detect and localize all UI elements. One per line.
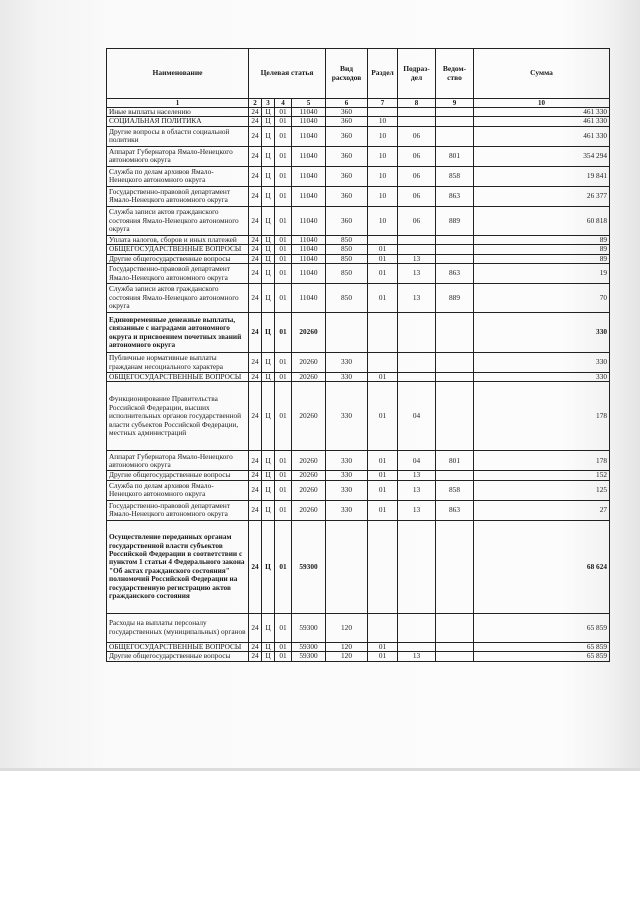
target-code-part-3: 01: [275, 353, 292, 373]
row-name: Публичные нормативные выплаты гражданам несоциального характера: [107, 353, 249, 373]
table-row: [107, 146, 610, 166]
department-code: [436, 642, 474, 651]
table-row: [107, 284, 610, 313]
amount-value: 65 859: [474, 652, 610, 661]
row-name: Другие общегосударственные вопросы: [107, 471, 249, 480]
expense-type-code: 330: [326, 382, 368, 451]
table-row: [107, 108, 610, 117]
target-code-part-4: 11040: [292, 126, 326, 146]
subsection-code: 13: [398, 264, 436, 284]
row-name: Иные выплаты населению: [107, 108, 249, 117]
target-code-part-2: Ц: [262, 254, 275, 263]
table-row: [107, 471, 610, 480]
department-code: 863: [436, 264, 474, 284]
target-code-part-3: 01: [275, 186, 292, 206]
expense-type-code: [326, 520, 368, 613]
target-code-part-3: 01: [275, 373, 292, 382]
section-code: [368, 235, 398, 244]
expense-type-code: 850: [326, 264, 368, 284]
table-row: [107, 245, 610, 254]
row-name: Единовременные денежные выплаты, связанные с наградами автономного округа и присвоением почетных званий автономного округа: [107, 313, 249, 353]
expense-type-code: 330: [326, 500, 368, 520]
table-row: [107, 126, 610, 146]
table-row: [107, 313, 610, 353]
header-target-article: Целевая статья: [249, 49, 326, 99]
subsection-code: 06: [398, 126, 436, 146]
table-row: [107, 373, 610, 382]
target-code-part-2: Ц: [262, 642, 275, 651]
target-code-part-1: 24: [249, 500, 262, 520]
department-code: [436, 471, 474, 480]
amount-value: 461 330: [474, 117, 610, 126]
target-code-part-4: 11040: [292, 264, 326, 284]
section-code: [368, 520, 398, 613]
target-code-part-3: 01: [275, 471, 292, 480]
amount-value: 65 859: [474, 613, 610, 642]
amount-value: 70: [474, 284, 610, 313]
row-name: Другие вопросы в области социальной политики: [107, 126, 249, 146]
table-row: [107, 186, 610, 206]
subsection-code: 13: [398, 471, 436, 480]
department-code: 801: [436, 451, 474, 471]
section-code: 01: [368, 264, 398, 284]
column-number: 7: [368, 99, 398, 108]
department-code: [436, 117, 474, 126]
row-name: Другие общегосударственные вопросы: [107, 254, 249, 263]
expense-type-code: 330: [326, 353, 368, 373]
target-code-part-4: 20260: [292, 373, 326, 382]
target-code-part-1: 24: [249, 264, 262, 284]
target-code-part-3: 01: [275, 613, 292, 642]
section-code: 10: [368, 206, 398, 235]
target-code-part-2: Ц: [262, 613, 275, 642]
target-code-part-4: 20260: [292, 500, 326, 520]
target-code-part-4: 11040: [292, 108, 326, 117]
target-code-part-4: 59300: [292, 652, 326, 661]
expense-type-code: 850: [326, 235, 368, 244]
header-amount: Сумма: [474, 49, 610, 99]
amount-value: 19 841: [474, 166, 610, 186]
target-code-part-2: Ц: [262, 451, 275, 471]
target-code-part-1: 24: [249, 613, 262, 642]
table-row: [107, 500, 610, 520]
row-name: ОБЩЕГОСУДАРСТВЕННЫЕ ВОПРОСЫ: [107, 373, 249, 382]
section-code: 10: [368, 186, 398, 206]
target-code-part-1: 24: [249, 117, 262, 126]
subsection-code: [398, 235, 436, 244]
target-code-part-3: 01: [275, 245, 292, 254]
amount-value: 152: [474, 471, 610, 480]
table-row: [107, 480, 610, 500]
department-code: 863: [436, 500, 474, 520]
target-code-part-1: 24: [249, 166, 262, 186]
target-code-part-2: Ц: [262, 186, 275, 206]
row-name: ОБЩЕГОСУДАРСТВЕННЫЕ ВОПРОСЫ: [107, 245, 249, 254]
target-code-part-1: 24: [249, 126, 262, 146]
target-code-part-4: 11040: [292, 254, 326, 263]
row-name: Служба записи актов гражданского состояния Ямало-Ненецкого автономного округа: [107, 284, 249, 313]
expense-type-code: 360: [326, 166, 368, 186]
target-code-part-2: Ц: [262, 353, 275, 373]
target-code-part-1: 24: [249, 642, 262, 651]
amount-value: 89: [474, 235, 610, 244]
subsection-code: [398, 353, 436, 373]
target-code-part-2: Ц: [262, 313, 275, 353]
row-name: Аппарат Губернатора Ямало-Ненецкого автономного округа: [107, 146, 249, 166]
section-code: 01: [368, 471, 398, 480]
row-name: Осуществление переданных органам государственной власти субъектов Российской Федерации в соответствии с пунктом 1 статьи 4 Федерального закона "Об актах гражданского состояния" полномочий Российской Федерации на государственную регистрацию актов гражданского состояния: [107, 520, 249, 613]
section-code: 01: [368, 254, 398, 263]
row-name: Уплата налогов, сборов и иных платежей: [107, 235, 249, 244]
table-row: [107, 117, 610, 126]
target-code-part-2: Ц: [262, 245, 275, 254]
amount-value: 60 818: [474, 206, 610, 235]
target-code-part-3: 01: [275, 126, 292, 146]
target-code-part-3: 01: [275, 520, 292, 613]
row-name: Расходы на выплаты персоналу государственных (муниципальных) органов: [107, 613, 249, 642]
subsection-code: [398, 520, 436, 613]
subsection-code: 04: [398, 382, 436, 451]
target-code-part-4: 20260: [292, 353, 326, 373]
target-code-part-3: 01: [275, 652, 292, 661]
department-code: [436, 353, 474, 373]
amount-value: 27: [474, 500, 610, 520]
target-code-part-1: 24: [249, 353, 262, 373]
header-subsection: Подраз-дел: [398, 49, 436, 99]
expense-type-code: 850: [326, 245, 368, 254]
amount-value: 19: [474, 264, 610, 284]
subsection-code: 06: [398, 146, 436, 166]
expense-type-code: 360: [326, 146, 368, 166]
target-code-part-3: 01: [275, 108, 292, 117]
subsection-code: 13: [398, 652, 436, 661]
row-name: Другие общегосударственные вопросы: [107, 652, 249, 661]
target-code-part-1: 24: [249, 254, 262, 263]
target-code-part-1: 24: [249, 108, 262, 117]
target-code-part-1: 24: [249, 186, 262, 206]
amount-value: 89: [474, 245, 610, 254]
target-code-part-1: 24: [249, 451, 262, 471]
expense-type-code: 360: [326, 206, 368, 235]
table-row: [107, 451, 610, 471]
amount-value: 330: [474, 373, 610, 382]
expense-type-code: 330: [326, 480, 368, 500]
section-code: 01: [368, 382, 398, 451]
section-code: [368, 313, 398, 353]
target-code-part-2: Ц: [262, 373, 275, 382]
subsection-code: 13: [398, 480, 436, 500]
column-number: 5: [292, 99, 326, 108]
department-code: [436, 313, 474, 353]
target-code-part-3: 01: [275, 313, 292, 353]
target-code-part-1: 24: [249, 206, 262, 235]
subsection-code: [398, 117, 436, 126]
table-row: [107, 166, 610, 186]
section-code: 01: [368, 652, 398, 661]
target-code-part-2: Ц: [262, 480, 275, 500]
target-code-part-3: 01: [275, 480, 292, 500]
department-code: 889: [436, 206, 474, 235]
target-code-part-2: Ц: [262, 146, 275, 166]
department-code: 801: [436, 146, 474, 166]
department-code: [436, 652, 474, 661]
target-code-part-1: 24: [249, 146, 262, 166]
column-number: 9: [436, 99, 474, 108]
target-code-part-3: 01: [275, 451, 292, 471]
target-code-part-1: 24: [249, 471, 262, 480]
subsection-code: 13: [398, 254, 436, 263]
target-code-part-2: Ц: [262, 206, 275, 235]
row-name: Служба по делам архивов Ямало-Ненецкого автономного округа: [107, 166, 249, 186]
table-row: [107, 264, 610, 284]
target-code-part-4: 11040: [292, 117, 326, 126]
row-name: ОБЩЕГОСУДАРСТВЕННЫЕ ВОПРОСЫ: [107, 642, 249, 651]
department-code: [436, 245, 474, 254]
subsection-code: [398, 245, 436, 254]
target-code-part-4: 11040: [292, 235, 326, 244]
subsection-code: 06: [398, 206, 436, 235]
target-code-part-1: 24: [249, 480, 262, 500]
department-code: [436, 108, 474, 117]
expense-type-code: 330: [326, 451, 368, 471]
target-code-part-4: 59300: [292, 520, 326, 613]
target-code-part-3: 01: [275, 382, 292, 451]
section-code: 01: [368, 480, 398, 500]
section-code: 01: [368, 500, 398, 520]
subsection-code: 13: [398, 284, 436, 313]
expense-type-code: 850: [326, 284, 368, 313]
row-name: Государственно-правовой департамент Ямало-Ненецкого автономного округа: [107, 500, 249, 520]
section-code: 10: [368, 166, 398, 186]
department-code: 863: [436, 186, 474, 206]
row-name: Аппарат Губернатора Ямало-Ненецкого автономного округа: [107, 451, 249, 471]
department-code: [436, 373, 474, 382]
section-code: 01: [368, 284, 398, 313]
expense-type-code: 120: [326, 642, 368, 651]
section-code: 10: [368, 126, 398, 146]
row-name: Государственно-правовой департамент Ямало-Ненецкого автономного округа: [107, 264, 249, 284]
target-code-part-2: Ц: [262, 500, 275, 520]
department-code: 858: [436, 480, 474, 500]
row-name: Служба по делам архивов Ямало-Ненецкого автономного округа: [107, 480, 249, 500]
target-code-part-4: 59300: [292, 642, 326, 651]
expense-type-code: 360: [326, 117, 368, 126]
header-section: Раздел: [368, 49, 398, 99]
target-code-part-4: 59300: [292, 613, 326, 642]
amount-value: 65 859: [474, 642, 610, 651]
table-body: [107, 108, 610, 662]
expense-type-code: 360: [326, 126, 368, 146]
row-name: Государственно-правовой департамент Ямало-Ненецкого автономного округа: [107, 186, 249, 206]
row-name: Служба записи актов гражданского состояния Ямало-Ненецкого автономного округа: [107, 206, 249, 235]
section-code: 01: [368, 373, 398, 382]
subsection-code: 06: [398, 186, 436, 206]
expense-type-code: 120: [326, 613, 368, 642]
target-code-part-2: Ц: [262, 520, 275, 613]
target-code-part-1: 24: [249, 284, 262, 313]
target-code-part-3: 01: [275, 166, 292, 186]
target-code-part-3: 01: [275, 117, 292, 126]
target-code-part-2: Ц: [262, 382, 275, 451]
department-code: 889: [436, 284, 474, 313]
subsection-code: [398, 373, 436, 382]
amount-value: 330: [474, 353, 610, 373]
amount-value: 26 377: [474, 186, 610, 206]
department-code: [436, 254, 474, 263]
target-code-part-4: 11040: [292, 146, 326, 166]
table-row: [107, 254, 610, 263]
subsection-code: 06: [398, 166, 436, 186]
target-code-part-2: Ц: [262, 126, 275, 146]
target-code-part-4: 11040: [292, 166, 326, 186]
target-code-part-2: Ц: [262, 264, 275, 284]
target-code-part-4: 20260: [292, 313, 326, 353]
table-row: [107, 206, 610, 235]
budget-table: [106, 48, 610, 662]
subsection-code: [398, 313, 436, 353]
subsection-code: [398, 642, 436, 651]
amount-value: 125: [474, 480, 610, 500]
target-code-part-4: 11040: [292, 206, 326, 235]
header-expense-type: Вид расходов: [326, 49, 368, 99]
department-code: [436, 613, 474, 642]
table-row: [107, 652, 610, 661]
column-number: 2: [249, 99, 262, 108]
column-number: 3: [262, 99, 275, 108]
column-number: 6: [326, 99, 368, 108]
target-code-part-1: 24: [249, 235, 262, 244]
target-code-part-4: 20260: [292, 451, 326, 471]
section-code: [368, 108, 398, 117]
target-code-part-2: Ц: [262, 108, 275, 117]
amount-value: 178: [474, 382, 610, 451]
target-code-part-4: 11040: [292, 245, 326, 254]
amount-value: 68 624: [474, 520, 610, 613]
target-code-part-3: 01: [275, 264, 292, 284]
amount-value: 354 294: [474, 146, 610, 166]
column-number-row: [107, 99, 610, 108]
target-code-part-1: 24: [249, 520, 262, 613]
table-row: [107, 353, 610, 373]
table-row: [107, 520, 610, 613]
subsection-code: [398, 108, 436, 117]
header-department: Ведом-ство: [436, 49, 474, 99]
target-code-part-4: 20260: [292, 471, 326, 480]
target-code-part-3: 01: [275, 500, 292, 520]
expense-type-code: 360: [326, 186, 368, 206]
subsection-code: [398, 613, 436, 642]
department-code: 858: [436, 166, 474, 186]
row-name: СОЦИАЛЬНАЯ ПОЛИТИКА: [107, 117, 249, 126]
target-code-part-2: Ц: [262, 471, 275, 480]
target-code-part-2: Ц: [262, 652, 275, 661]
target-code-part-3: 01: [275, 254, 292, 263]
target-code-part-4: 11040: [292, 186, 326, 206]
department-code: [436, 235, 474, 244]
column-number: 1: [107, 99, 249, 108]
table-row: [107, 613, 610, 642]
column-number: 10: [474, 99, 610, 108]
target-code-part-1: 24: [249, 245, 262, 254]
target-code-part-1: 24: [249, 382, 262, 451]
table-row: [107, 382, 610, 451]
table-row: [107, 235, 610, 244]
target-code-part-2: Ц: [262, 235, 275, 244]
expense-type-code: 120: [326, 652, 368, 661]
expense-type-code: [326, 313, 368, 353]
section-code: 01: [368, 245, 398, 254]
amount-value: 461 330: [474, 108, 610, 117]
expense-type-code: 360: [326, 108, 368, 117]
row-name: Функционирование Правительства Российской Федерации, высших исполнительных органов государственной власти субъектов Российской Федерации, местных администраций: [107, 382, 249, 451]
target-code-part-4: 11040: [292, 284, 326, 313]
amount-value: 330: [474, 313, 610, 353]
department-code: [436, 126, 474, 146]
section-code: 01: [368, 642, 398, 651]
column-number: 4: [275, 99, 292, 108]
expense-type-code: 850: [326, 254, 368, 263]
subsection-code: 13: [398, 500, 436, 520]
amount-value: 461 330: [474, 126, 610, 146]
target-code-part-2: Ц: [262, 117, 275, 126]
target-code-part-3: 01: [275, 642, 292, 651]
table-header-row: [107, 49, 610, 99]
target-code-part-2: Ц: [262, 284, 275, 313]
amount-value: 89: [474, 254, 610, 263]
target-code-part-2: Ц: [262, 166, 275, 186]
section-code: [368, 353, 398, 373]
target-code-part-4: 20260: [292, 480, 326, 500]
target-code-part-3: 01: [275, 146, 292, 166]
target-code-part-3: 01: [275, 235, 292, 244]
section-code: 01: [368, 451, 398, 471]
target-code-part-3: 01: [275, 284, 292, 313]
target-code-part-4: 20260: [292, 382, 326, 451]
department-code: [436, 382, 474, 451]
header-name: Наименование: [107, 49, 249, 99]
expense-type-code: 330: [326, 373, 368, 382]
target-code-part-1: 24: [249, 313, 262, 353]
target-code-part-1: 24: [249, 652, 262, 661]
section-code: 10: [368, 146, 398, 166]
target-code-part-1: 24: [249, 373, 262, 382]
subsection-code: 04: [398, 451, 436, 471]
section-code: 10: [368, 117, 398, 126]
table-row: [107, 642, 610, 651]
sheet-bottom-edge: [0, 768, 640, 771]
column-number: 8: [398, 99, 436, 108]
department-code: [436, 520, 474, 613]
section-code: [368, 613, 398, 642]
expense-type-code: 330: [326, 471, 368, 480]
amount-value: 178: [474, 451, 610, 471]
target-code-part-3: 01: [275, 206, 292, 235]
